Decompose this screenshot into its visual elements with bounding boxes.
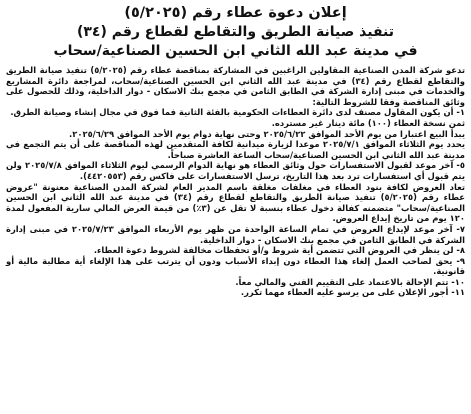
condition-item: ٨- لن ينظر في العروض التي تتضمن أية شروط و/أو تحفظات مخالفة لشروط دعوة العطاء.: [93, 245, 465, 256]
announcement-headings: [6, 4, 465, 61]
announcement-location: في مدينة عبد الله الثاني ابن الحسين الصناعية/سحاب: [53, 43, 418, 59]
condition-item: ١٠- تتم الإحالة بالاعتماد على التقييم الفني والمالي معاً.: [235, 276, 465, 287]
condition-item: ١١- أجور الإعلان على من يرسو عليه العطاء مهما تكرر.: [240, 287, 465, 298]
announcement-body: [6, 65, 465, 298]
condition-item: يبدأ البيع اعتبارا من يوم الأحد الموافق ٢٠٢٥/٦/٢٢ وحتى نهاية دوام يوم الأحد الموافق ٢٠٢٥/٦/٢٩.: [69, 128, 465, 139]
condition-item: يحدد يوم الثلاثاء الموافق ٢٠٢٥/٧/١ موعدا لزيارة ميدانية لكافة المتقدمين لهذه المناقصة على أن يتم التجمع في مدينة عبد الله الثاني ابن الحسين الصناعية/سحاب الساعة العاشرة صباحاً.: [6, 139, 465, 160]
condition-item: ١- أن يكون المقاول مصنف لدى دائرة العطاءات الحكومية بالفئة الثانية فما فوق في مجال إنشاء وصيانة الطرق.: [10, 107, 465, 118]
announcement-subtitle: تنفيذ صيانة الطريق والتقاطع لقطاع رقم (٣٤): [76, 24, 395, 40]
condition-item: ثمن نسخة العطاء (١٠٠) مائة دينار غير مسترده.: [271, 117, 465, 128]
condition-item: ٥- آخر موعد لقبول الاستفسارات حول وثائق العطاء هو نهاية الدوام الرسمي ليوم الثلاثاء الموافق ٢٠٢٥/٧/٨ ولن يتم قبول أي استفسارات ترد بعد هذا التاريخ، ترسل الاستفسارات على فاكس رقم (٤٤٢٠٥٥٣).: [6, 160, 465, 181]
announcement-title: إعلان دعوة عطاء رقم (٥/٢٠٢٥): [124, 5, 347, 21]
condition-item: ٧- آخر موعد لإيداع العروض في تمام الساعة الواحدة من ظهر يوم الأربعاء الموافق ٢٠٢٥/٧/٢٣ في مبنى إدارة الشركة في الطابق الثامن في مجمع بنك الاسكان - دوار الداخلية.: [6, 223, 465, 245]
condition-item: تعاد العروض لكافة بنود العطاء في مغلفات مغلقة باسم المدير العام لشركة المدن الصناعية معنونة "عروض عطاء رقم (٥/٢٠٢٥) تنفيذ صيانة الطريق والتقاطع لقطاع رقم (٣٤) في مدينة عبد الله الثاني ابن الحسين الصناعية/سحاب" متضمنه كفالة دخول عطاء بنسبة لا تقل عن (٣٪) من قيمة العرض المالي سارية المفعول لمدة ١٢٠ يوم من تاريخ إيداع العروض.: [6, 181, 465, 224]
intro-paragraph: تدعو شركة المدن الصناعية المقاولين الراغبين في المشاركة بمناقصة عطاء رقم (٥/٢٠٢٥) تنفيذ صيانة الطريق والتقاطع لقطاع رقم (٣٤) في مدينة عبد الله الثاني ابن الحسين الصناعية/سحاب، لمراجعة دائرة المشاريع والخدمات في مبنى إدارة الشركة في الطابق الثامن في مجمع بنك الاسكان - دوار الداخلية، وذلك للحصول على وثائق المناقصة وفقا للشروط التالية:: [6, 65, 465, 107]
condition-item: ٩- يحق لصاحب العمل إلغاء هذا العطاء دون إبداء الأسباب ودون أن يترتب على هذا الإلغاء أية مطالبة مالية أو قانونية.: [6, 255, 465, 277]
